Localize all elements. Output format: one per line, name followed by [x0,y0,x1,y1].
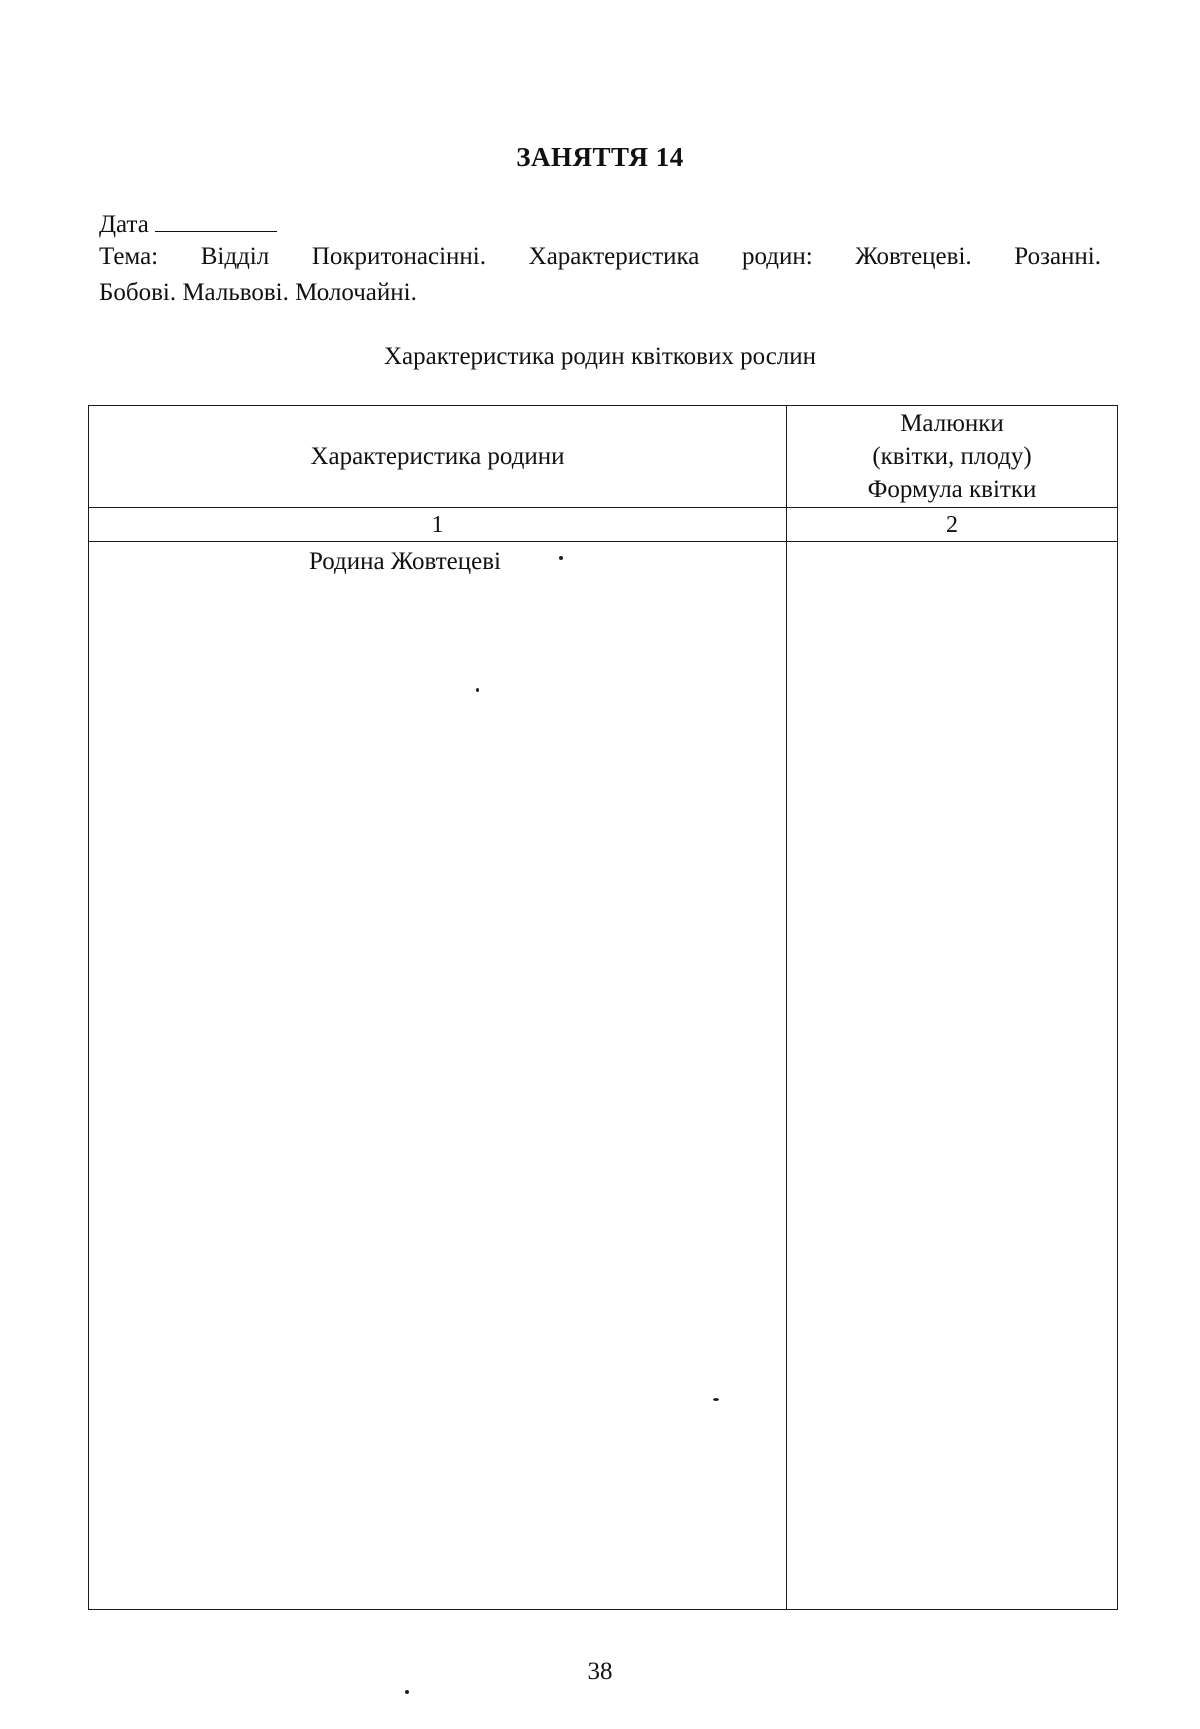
header-drawings-line2: (квітки, плоду) [872,443,1032,470]
table-number-row [89,508,1118,542]
topic-text-line1: Тема: Відділ Покритонасінні. Характеристика родин: Жовтецеві. Розанні. [99,243,1101,270]
table-header-row [89,406,1118,508]
date-label: Дата [99,211,149,238]
topic-text-line2: Бобові. Мальвові. Молочайні. [99,279,417,306]
scan-speck [476,688,479,692]
column-number-1: 1 [89,508,787,542]
date-line [99,209,277,239]
scan-speck [405,1690,409,1694]
families-table [88,405,1118,1610]
page-number: 38 [587,1658,613,1685]
column-number-2: 2 [787,508,1118,542]
page-heading: ЗАНЯТТЯ 14 [516,142,684,172]
scan-speck [559,556,563,560]
date-blank-field[interactable] [155,209,277,232]
family-name-label: Родина Жовтецеві [309,548,501,575]
header-drawings-line3: Формула квітки [867,476,1037,503]
header-drawings-line1: Малюнки [900,410,1004,437]
header-drawings-formula [787,406,1118,508]
table-body-row [89,542,1118,1610]
table-caption: Характеристика родин квіткових рослин [383,343,817,370]
families-table-container [88,405,1115,1610]
header-family-characteristics: Характеристика родини [89,406,787,508]
drawings-formula-cell[interactable] [787,542,1118,1610]
family-characteristics-cell[interactable] [89,542,787,1610]
scan-speck [713,1398,719,1401]
